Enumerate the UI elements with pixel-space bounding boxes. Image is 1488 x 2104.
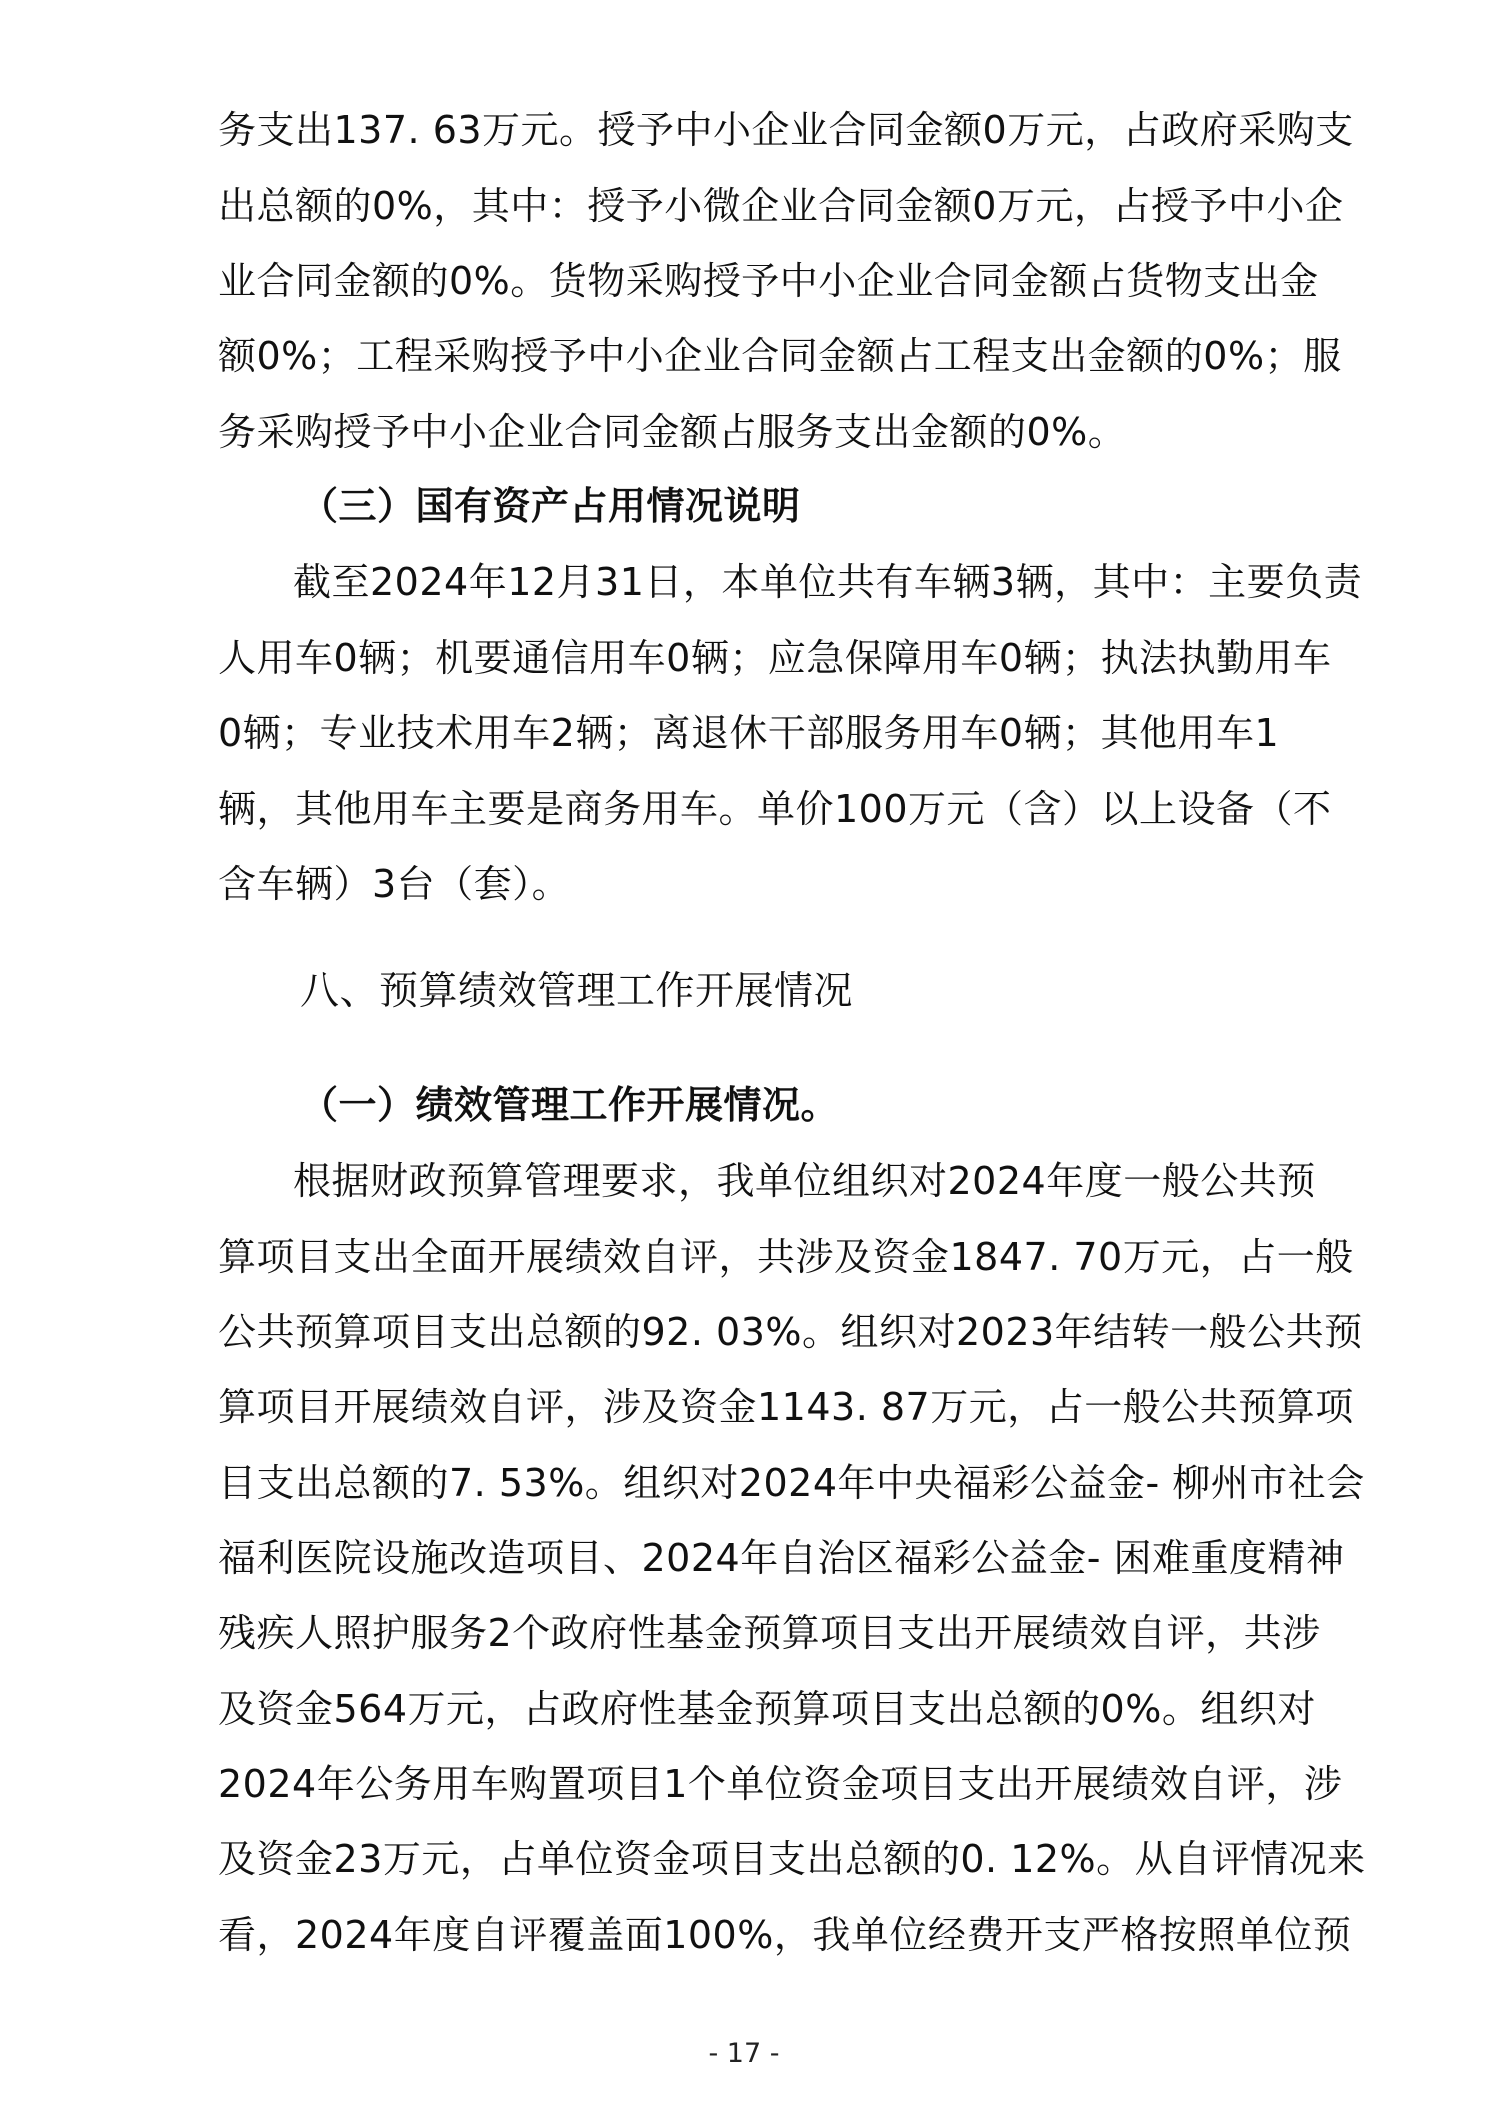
body-text-line: 算项目支出全面开展绩效自评，共涉及资金1847. 70万元，占一般 bbox=[218, 1235, 1354, 1279]
body-text-line: 根据财政预算管理要求，我单位组织对2024年度一般公共预 bbox=[293, 1159, 1316, 1203]
body-text-line: 额0%；工程采购授予中小企业合同金额占工程支出金额的0%；服 bbox=[218, 334, 1342, 378]
body-text-line: 福利医院设施改造项目、2024年自治区福彩公益金- 困难重度精神 bbox=[218, 1536, 1345, 1580]
body-text-line: 截至2024年12月31日，本单位共有车辆3辆，其中：主要负责 bbox=[293, 560, 1363, 604]
body-text-line: 2024年公务用车购置项目1个单位资金项目支出开展绩效自评，涉 bbox=[218, 1762, 1343, 1806]
body-text-line: 出总额的0%，其中：授予小微企业合同金额0万元，占授予中小企 bbox=[218, 184, 1344, 228]
body-text-line: 及资金23万元，占单位资金项目支出总额的0. 12%。从自评情况来 bbox=[218, 1837, 1366, 1881]
section-heading-state-assets: （三）国有资产占用情况说明 bbox=[300, 484, 801, 528]
body-text-line: 看，2024年度自评覆盖面100%，我单位经费开支严格按照单位预 bbox=[218, 1913, 1352, 1957]
body-text-line: 目支出总额的7. 53%。组织对2024年中央福彩公益金- 柳州市社会 bbox=[218, 1461, 1365, 1505]
page-number: - 17 - bbox=[708, 2038, 780, 2069]
body-text-line: 公共预算项目支出总额的92. 03%。组织对2023年结转一般公共预 bbox=[218, 1310, 1363, 1354]
body-text-line: 务采购授予中小企业合同金额占服务支出金额的0%。 bbox=[218, 410, 1127, 454]
body-text-line: 辆，其他用车主要是商务用车。单价100万元（含）以上设备（不 bbox=[218, 787, 1332, 831]
body-text-line: 算项目开展绩效自评，涉及资金1143. 87万元，占一般公共预算项 bbox=[218, 1385, 1354, 1429]
body-text-line: 人用车0辆；机要通信用车0辆；应急保障用车0辆；执法执勤用车 bbox=[218, 636, 1332, 680]
body-text-line: 务支出137. 63万元。授予中小企业合同金额0万元，占政府采购支 bbox=[218, 108, 1354, 152]
body-text-line: 业合同金额的0%。货物采购授予中小企业合同金额占货物支出金 bbox=[218, 259, 1319, 303]
body-text-line: 及资金564万元，占政府性基金预算项目支出总额的0%。组织对 bbox=[218, 1687, 1316, 1731]
body-text-line: 残疾人照护服务2个政府性基金预算项目支出开展绩效自评，共涉 bbox=[218, 1611, 1321, 1655]
section-heading-performance-work: （一）绩效管理工作开展情况。 bbox=[300, 1083, 840, 1127]
body-text-line: 0辆；专业技术用车2辆；离退休干部服务用车0辆；其他用车1 bbox=[218, 711, 1280, 755]
chapter-heading-performance: 八、预算绩效管理工作开展情况 bbox=[300, 969, 854, 1014]
body-text-line: 含车辆）3台（套）。 bbox=[218, 862, 571, 906]
